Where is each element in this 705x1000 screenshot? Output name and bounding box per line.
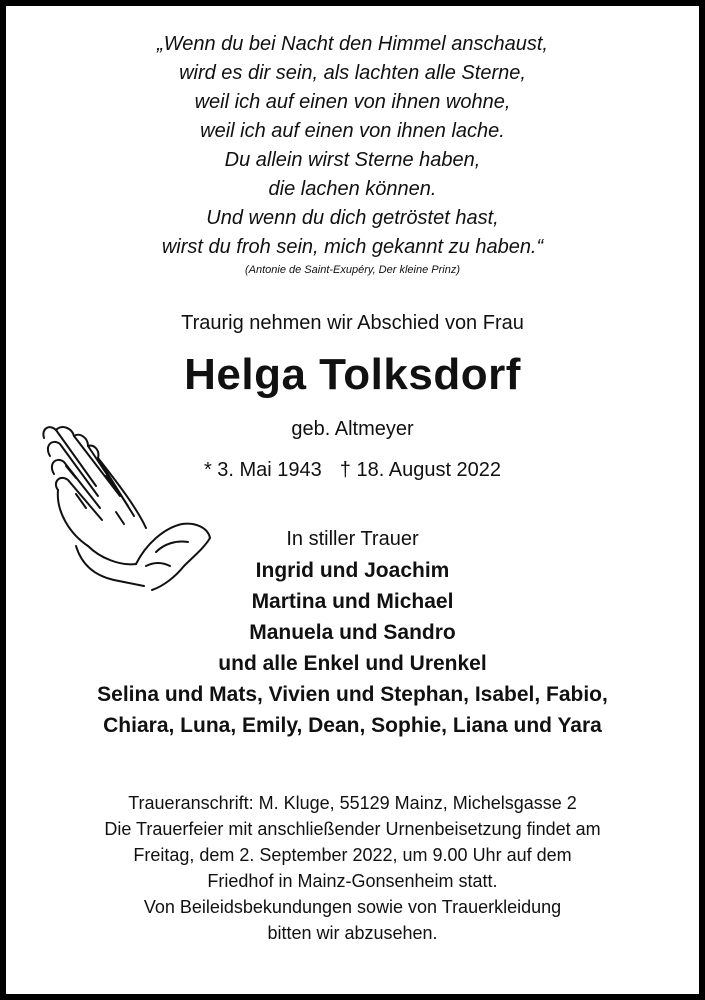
quote-line: Du allein wirst Sterne haben, xyxy=(224,149,481,171)
deceased-name: Helga Tolksdorf xyxy=(184,350,521,399)
birth-name: geb. Altmeyer xyxy=(291,418,414,440)
intro-text: Traurig nehmen wir Abschied von Frau xyxy=(181,312,524,334)
funeral-info xyxy=(6,790,699,946)
info-line: bitten wir abzusehen. xyxy=(267,923,438,943)
mourner-line: Ingrid und Joachim xyxy=(255,559,450,582)
quote-source: (Antonie de Saint-Exupéry, Der kleine Prinz) xyxy=(244,264,460,276)
mourner-line: Manuela und Sandro xyxy=(249,621,456,644)
mourning-heading: In stiller Trauer xyxy=(286,528,419,550)
quote-line: „Wenn du bei Nacht den Himmel anschaust, xyxy=(157,33,548,55)
mourner-line: und alle Enkel und Urenkel xyxy=(218,652,487,675)
quote xyxy=(6,30,699,262)
death-date: † 18. August 2022 xyxy=(339,459,502,481)
birth-date: * 3. Mai 1943 xyxy=(203,459,322,481)
quote-line: die lachen können. xyxy=(268,178,437,200)
info-line: Von Beileidsbekundungen sowie von Trauerkleidung xyxy=(143,897,562,917)
mourners xyxy=(6,524,699,741)
quote-line: wirst du froh sein, mich gekannt zu haben.“ xyxy=(161,236,544,258)
mourning-address: Traueranschrift: M. Kluge, 55129 Mainz, Michelsgasse 2 xyxy=(128,793,577,813)
quote-line: wird es dir sein, als lachten alle Sterne, xyxy=(179,62,526,84)
quote-line: weil ich auf einen von ihnen lache. xyxy=(200,120,505,142)
mourner-line: Chiara, Luna, Emily, Dean, Sophie, Liana und Yara xyxy=(103,714,602,737)
mourner-line: Martina und Michael xyxy=(251,590,454,613)
info-line: Die Trauerfeier mit anschließender Urnenbeisetzung findet am xyxy=(104,819,601,839)
info-line: Freitag, dem 2. September 2022, um 9.00 Uhr auf dem xyxy=(133,845,572,865)
info-line: Friedhof in Mainz-Gonsenheim statt. xyxy=(207,871,498,891)
obituary-card xyxy=(6,6,699,994)
quote-line: weil ich auf einen von ihnen wohne, xyxy=(194,91,511,113)
mourner-line: Selina und Mats, Vivien und Stephan, Isabel, Fabio, xyxy=(97,683,608,706)
quote-line: Und wenn du dich getröstet hast, xyxy=(206,207,499,229)
